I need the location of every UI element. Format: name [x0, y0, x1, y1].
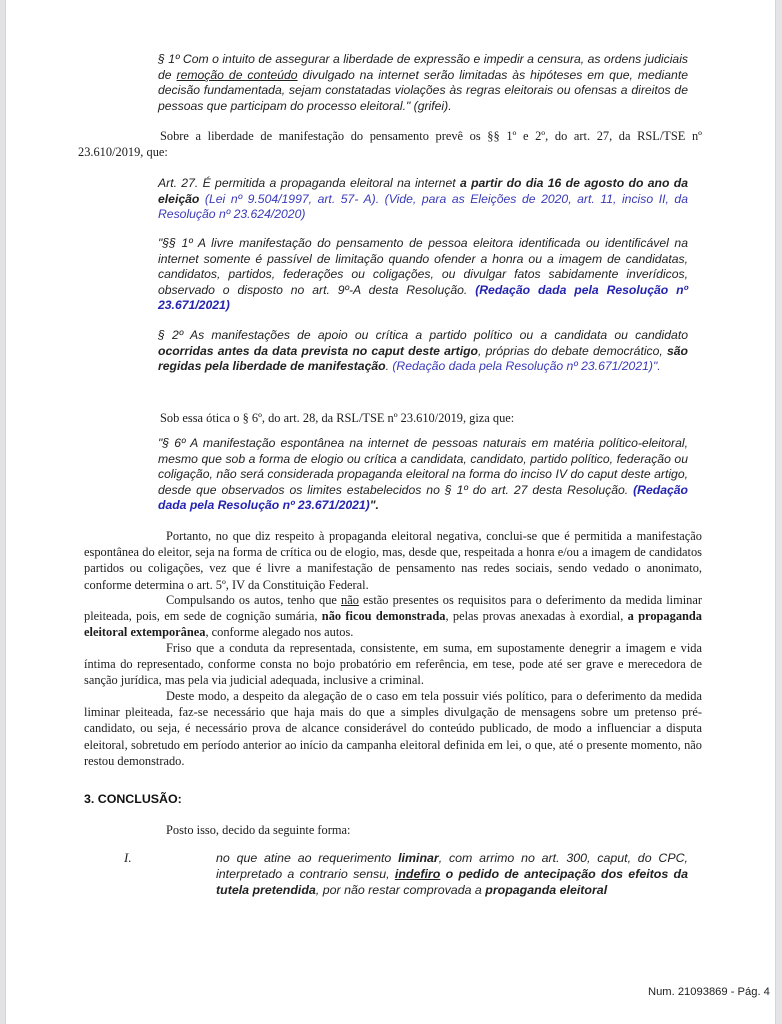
quote-text: divulgado na internet serão limitadas às hipóteses em que, mediante decisão fundamentada, sejam constatadas violações às regras eleitorais ou ofensas a direitos de pessoas que participam do processo eleitoral." (grifei).: [158, 67, 688, 113]
text: Compulsando os autos, tenho que: [166, 593, 342, 607]
bold-text: a propaganda eleitoral extemporânea: [84, 609, 702, 640]
section-heading-conclusao: 3. CONCLUSÃO:: [84, 792, 182, 806]
bold-text: são regidas pela liberdade de manifestação: [158, 343, 688, 374]
bold-text: propaganda eleitoral: [485, 883, 608, 897]
paragraph-compulsando: [84, 592, 702, 641]
text: , conforme alegado nos autos.: [205, 625, 354, 640]
quote-text: .: [385, 359, 393, 374]
text: , por não restar comprovada a: [315, 883, 486, 897]
text: estão presentes os requisitos para o deferimento da medida liminar pleiteada, pois, em sede de cognição sumária,: [84, 593, 702, 624]
list-item-number: I.: [124, 850, 132, 865]
paragraph-friso: Friso que a conduta da representada, consistente, em suma, em supostamente denegrir a imagem e vida íntima do representado, conforme consta no bojo probatório em referência, em tese, pode até ser grave e merecedora de sanção jurídica, mas pela via judicial adequada, inclusive a criminal.: [84, 641, 702, 688]
quote-end: ".: [369, 498, 379, 513]
text: , com arrimo no art. 300, caput, do CPC, interpretado a contrario sensu,: [216, 851, 688, 881]
reference-link[interactable]: (Redação dada pela Resolução nº 23.671/2021): [158, 482, 688, 513]
text: no que atine ao requerimento: [216, 851, 399, 865]
quote-text: § 1º Com o intuito de assegurar a liberdade de expressão e impedir a censura, as ordens judiciais de: [158, 52, 688, 82]
quote-paragraph-s1: [158, 52, 688, 114]
quote-text: Art. 27. É permitida a propaganda eleitoral na internet: [158, 176, 460, 190]
page-footer: Num. 21093869 - Pág. 4: [648, 986, 770, 998]
reference-link[interactable]: (Redação dada pela Resolução nº 23.671/2021)".: [392, 359, 661, 374]
document-page: [6, 0, 776, 1024]
paragraph-deste-modo: Deste modo, a despeito da alegação de o caso em tela possuir viés político, para o deferimento da medida liminar pleiteada, faz-se necessário que haja mais do que a simples divulgação de mensagens sobre um pretenso pré-candidato, ou seja, é necessário prova de alcance considerável do conteúdo publicado, de modo a influenciar a disputa eleitoral, sobretudo em período anterior ao início da campanha eleitoral definida em lei, o que, até o presente momento, não restou demonstrado.: [84, 689, 702, 768]
underlined-text: não: [341, 593, 359, 607]
bold-underlined-text: indefiro: [394, 867, 441, 881]
quote-art27-s2: [158, 328, 688, 375]
bold-text: ocorridas antes da data prevista no caput deste artigo: [158, 343, 479, 358]
right-page-edge: [775, 0, 782, 1024]
paragraph-portanto: Portanto, no que diz respeito à propaganda eleitoral negativa, conclui-se que é permitida a manifestação espontânea do eleitor, seja na forma de crítica ou de elogio, mas, desde que, respeitada a honra e/ou a imagem de candidatos partidos ou coligações, vez que é livre a manifestação de pensamento nas redes sociais, sendo vedado o anonimato, conforme determina o art. 5º, IV da Constituição Federal.: [84, 529, 702, 592]
reference-link[interactable]: (Redação dada pela Resolução nº 23.671/2021): [158, 282, 688, 313]
bold-text: o pedido de antecipação dos efeitos da tutela pretendida: [216, 867, 688, 897]
paragraph-sobre: Sobre a liberdade de manifestação do pensamento prevê os §§ 1º e 2º, do art. 27, da RSL/TSE nº 23.610/2019, que:: [78, 129, 702, 160]
bold-text: liminar: [398, 851, 439, 865]
quote-text: "§ 6º A manifestação espontânea na internet de pessoas naturais em matéria político-eleitoral, mesmo que sob a forma de elogio ou crítica a candidata, candidato, partido político, federação ou coligação, não será considerada propaganda eleitoral na forma do inciso IV do caput deste artigo, desde que observados os limites estabelecidos no § 1º do art. 27 desta Resolução.: [158, 436, 688, 497]
reference-link[interactable]: (Lei nº 9.504/1997, art. 57- A). (Vide, para as Eleições de 2020, art. 11, inciso II, da Resolução nº 23.624/2020): [158, 191, 688, 222]
underlined-text: remoção de conteúdo: [176, 67, 298, 82]
quote-art27: [158, 176, 688, 223]
bold-text: não ficou demonstrada: [321, 609, 446, 624]
quote-art27-s1: [158, 236, 688, 314]
bold-text: a partir do dia 16 de agosto do ano da eleição: [158, 176, 688, 206]
quote-text: "§§ 1º A livre manifestação do pensamento de pessoa eleitora identificada ou identificável na internet somente é passível de limitação quando ofender a honra ou a imagem de candidatas, candidatos, partidos, federações ou coligações, ou divulgar fatos sabidamente inverídicos, observado o disposto no art. 9º-A desta Resolução.: [158, 236, 688, 297]
paragraph-posto: Posto isso, decido da seguinte forma:: [166, 823, 351, 837]
quote-art28-s6: [158, 436, 688, 514]
quote-text: § 2º As manifestações de apoio ou crítica a partido político ou a candidata ou candidato: [158, 328, 688, 342]
quote-text: , próprias do debate democrático,: [478, 343, 667, 358]
text: , pelas provas anexadas à exordial,: [445, 609, 628, 624]
list-item-1: [216, 850, 688, 898]
paragraph-sob: Sob essa ótica o § 6º, do art. 28, da RSL/TSE nº 23.610/2019, giza que:: [160, 411, 515, 425]
